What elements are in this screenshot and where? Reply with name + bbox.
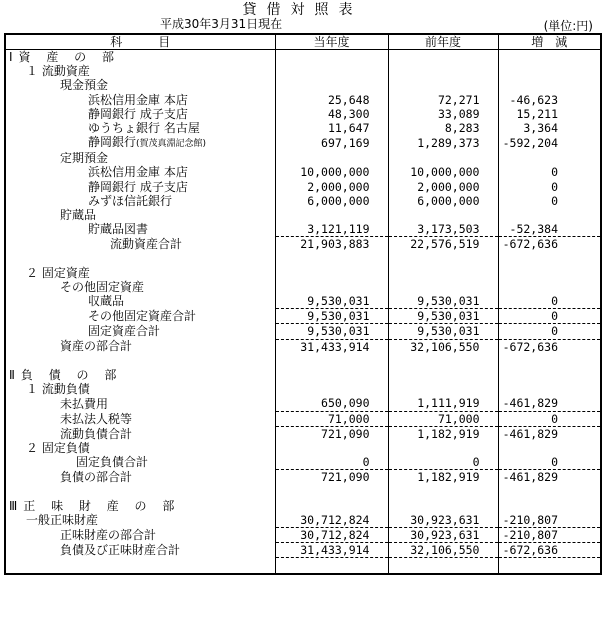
row-label-text: 貯蔵品図書 bbox=[88, 222, 149, 237]
current-value: 9,530,031 bbox=[275, 324, 388, 339]
diff-value: -592,204 bbox=[498, 135, 601, 151]
current-value bbox=[275, 64, 388, 78]
table-row bbox=[5, 411, 601, 426]
row-label bbox=[5, 354, 275, 368]
table-row bbox=[5, 470, 601, 485]
diff-value: -52,384 bbox=[498, 222, 601, 237]
row-label-text: 固定資産合計 bbox=[88, 324, 161, 339]
table-row bbox=[5, 543, 601, 558]
row-label bbox=[5, 78, 275, 92]
previous-value bbox=[388, 558, 498, 574]
previous-value bbox=[388, 382, 498, 396]
current-value: 721,090 bbox=[275, 470, 388, 485]
row-label-text: ２ 固定負債 bbox=[26, 440, 90, 455]
row-label bbox=[5, 368, 275, 382]
current-value: 9,530,031 bbox=[275, 309, 388, 324]
header-row bbox=[5, 34, 601, 50]
current-value: 25,648 bbox=[275, 93, 388, 107]
previous-value: 9,530,031 bbox=[388, 324, 498, 339]
diff-value bbox=[498, 251, 601, 265]
row-label bbox=[5, 543, 275, 558]
current-value: 31,433,914 bbox=[275, 543, 388, 558]
current-value bbox=[275, 558, 388, 574]
previous-value: 3,173,503 bbox=[388, 222, 498, 237]
previous-value: 33,089 bbox=[388, 107, 498, 121]
table-row bbox=[5, 180, 601, 194]
diff-value: 0 bbox=[498, 180, 601, 194]
report-date: 平成30年3月31日現在 bbox=[160, 17, 283, 31]
row-label bbox=[5, 382, 275, 396]
diff-value bbox=[498, 151, 601, 165]
table-row bbox=[5, 426, 601, 441]
table-row bbox=[5, 93, 601, 107]
current-value bbox=[275, 78, 388, 92]
row-label bbox=[5, 426, 275, 441]
current-value bbox=[275, 151, 388, 165]
diff-value: 0 bbox=[498, 411, 601, 426]
current-value: 30,712,824 bbox=[275, 528, 388, 543]
row-label bbox=[5, 513, 275, 528]
row-label-text: Ⅰ資 産 の 部 bbox=[9, 50, 120, 65]
row-label-text: 静岡銀行 bbox=[88, 135, 137, 150]
diff-value bbox=[498, 280, 601, 294]
diff-value bbox=[498, 354, 601, 368]
diff-value bbox=[498, 382, 601, 396]
row-label bbox=[5, 64, 275, 78]
row-label bbox=[5, 165, 275, 179]
row-label bbox=[5, 266, 275, 280]
row-label-text: 流動資産合計 bbox=[110, 237, 183, 252]
diff-value: -461,829 bbox=[498, 426, 601, 441]
row-label bbox=[5, 107, 275, 121]
current-value: 697,169 bbox=[275, 135, 388, 151]
row-label bbox=[5, 339, 275, 354]
diff-value: 0 bbox=[498, 324, 601, 339]
diff-value bbox=[498, 64, 601, 78]
previous-value bbox=[388, 499, 498, 513]
current-value bbox=[275, 441, 388, 455]
current-value bbox=[275, 354, 388, 368]
row-label-text: ゆうちょ銀行 名古屋 bbox=[88, 121, 200, 136]
row-label bbox=[5, 180, 275, 194]
previous-value: 6,000,000 bbox=[388, 194, 498, 208]
row-label bbox=[5, 396, 275, 411]
previous-value: 8,283 bbox=[388, 121, 498, 135]
row-label-text: 未払費用 bbox=[60, 396, 109, 411]
unit-label: (単位:円) bbox=[543, 19, 593, 33]
previous-value bbox=[388, 64, 498, 78]
previous-value: 72,271 bbox=[388, 93, 498, 107]
row-label-text: その他固定資産 bbox=[60, 279, 145, 294]
row-label-text: 定期預金 bbox=[60, 151, 109, 166]
diff-value: -461,829 bbox=[498, 396, 601, 411]
table-row bbox=[5, 558, 601, 574]
table-body bbox=[5, 50, 601, 574]
diff-value: 0 bbox=[498, 294, 601, 309]
header-item: 科 目 bbox=[5, 34, 275, 50]
previous-value bbox=[388, 368, 498, 382]
diff-value: -672,636 bbox=[498, 543, 601, 558]
table-row bbox=[5, 194, 601, 208]
current-value: 2,000,000 bbox=[275, 180, 388, 194]
header-previous: 前年度 bbox=[388, 34, 498, 50]
current-value bbox=[275, 266, 388, 280]
current-value: 3,121,119 bbox=[275, 222, 388, 237]
row-label bbox=[5, 237, 275, 252]
previous-value: 0 bbox=[388, 455, 498, 470]
row-label-text: 一般正味財産 bbox=[26, 513, 99, 528]
row-label-text: 正味財産の部合計 bbox=[60, 528, 157, 543]
table-row bbox=[5, 135, 601, 151]
current-value: 11,647 bbox=[275, 121, 388, 135]
row-label bbox=[5, 294, 275, 309]
diff-value bbox=[498, 50, 601, 65]
row-label bbox=[5, 121, 275, 135]
diff-value bbox=[498, 368, 601, 382]
row-label bbox=[5, 558, 275, 574]
current-value: 31,433,914 bbox=[275, 339, 388, 354]
previous-value: 9,530,031 bbox=[388, 309, 498, 324]
table-row bbox=[5, 513, 601, 528]
diff-value bbox=[498, 484, 601, 498]
row-label bbox=[5, 222, 275, 237]
row-label-text: ２ 固定資産 bbox=[26, 265, 90, 280]
row-label-text: 固定負債合計 bbox=[76, 455, 149, 470]
current-value: 9,530,031 bbox=[275, 294, 388, 309]
row-label bbox=[5, 50, 275, 65]
table-row bbox=[5, 441, 601, 455]
table-row bbox=[5, 324, 601, 339]
diff-value: 0 bbox=[498, 165, 601, 179]
previous-value bbox=[388, 266, 498, 280]
previous-value: 2,000,000 bbox=[388, 180, 498, 194]
current-value: 721,090 bbox=[275, 426, 388, 441]
row-label bbox=[5, 499, 275, 513]
diff-value: -672,636 bbox=[498, 237, 601, 252]
table-row bbox=[5, 280, 601, 294]
previous-value: 22,576,519 bbox=[388, 237, 498, 252]
current-value: 6,000,000 bbox=[275, 194, 388, 208]
header-current: 当年度 bbox=[275, 34, 388, 50]
row-label-text: 負債及び正味財産合計 bbox=[60, 543, 181, 558]
row-label-text: 流動負債合計 bbox=[60, 426, 133, 441]
diff-value: -210,807 bbox=[498, 528, 601, 543]
current-value: 10,000,000 bbox=[275, 165, 388, 179]
previous-value bbox=[388, 280, 498, 294]
row-label bbox=[5, 528, 275, 543]
table-row bbox=[5, 251, 601, 265]
row-label-text: １ 流動負債 bbox=[26, 382, 90, 397]
header-diff: 増 減 bbox=[498, 34, 601, 50]
previous-value: 1,182,919 bbox=[388, 426, 498, 441]
row-label bbox=[5, 324, 275, 339]
row-label-text: 現金預金 bbox=[60, 78, 109, 93]
balance-sheet-table bbox=[4, 33, 602, 575]
current-value bbox=[275, 484, 388, 498]
row-label bbox=[5, 484, 275, 498]
row-label-text: 浜松信用金庫 本店 bbox=[88, 165, 188, 180]
diff-value: -672,636 bbox=[498, 339, 601, 354]
table-row bbox=[5, 208, 601, 222]
diff-value: 0 bbox=[498, 455, 601, 470]
row-label bbox=[5, 309, 275, 324]
previous-value: 1,182,919 bbox=[388, 470, 498, 485]
row-label bbox=[5, 470, 275, 485]
row-label-text: 静岡銀行 成子支店 bbox=[88, 179, 188, 194]
previous-value bbox=[388, 484, 498, 498]
row-label-text: １ 流動資産 bbox=[26, 64, 90, 79]
row-label-text: その他固定資産合計 bbox=[88, 309, 197, 324]
current-value bbox=[275, 382, 388, 396]
diff-value bbox=[498, 441, 601, 455]
previous-value: 32,106,550 bbox=[388, 339, 498, 354]
table-row bbox=[5, 50, 601, 65]
row-label bbox=[5, 93, 275, 107]
row-label-text: 浜松信用金庫 本店 bbox=[88, 92, 188, 107]
table-row bbox=[5, 396, 601, 411]
row-label-text: 貯蔵品 bbox=[60, 207, 97, 222]
current-value bbox=[275, 50, 388, 65]
diff-value: 15,211 bbox=[498, 107, 601, 121]
current-value: 0 bbox=[275, 455, 388, 470]
row-label-text: Ⅱ負 債 の 部 bbox=[9, 368, 123, 383]
table-row bbox=[5, 151, 601, 165]
table-row bbox=[5, 499, 601, 513]
current-value: 21,903,883 bbox=[275, 237, 388, 252]
previous-value: 32,106,550 bbox=[388, 543, 498, 558]
table-row bbox=[5, 78, 601, 92]
diff-value bbox=[498, 78, 601, 92]
table-row bbox=[5, 455, 601, 470]
table-row bbox=[5, 165, 601, 179]
table-row bbox=[5, 266, 601, 280]
table-row bbox=[5, 339, 601, 354]
row-label bbox=[5, 135, 275, 151]
previous-value bbox=[388, 151, 498, 165]
table-row bbox=[5, 294, 601, 309]
current-value: 30,712,824 bbox=[275, 513, 388, 528]
table-row bbox=[5, 107, 601, 121]
table-row bbox=[5, 309, 601, 324]
row-label-text: 負債の部合計 bbox=[60, 470, 133, 485]
row-label bbox=[5, 151, 275, 165]
row-label-text: 静岡銀行 成子支店 bbox=[88, 106, 188, 121]
previous-value bbox=[388, 441, 498, 455]
previous-value bbox=[388, 354, 498, 368]
previous-value bbox=[388, 208, 498, 222]
previous-value: 30,923,631 bbox=[388, 528, 498, 543]
row-label bbox=[5, 251, 275, 265]
current-value bbox=[275, 251, 388, 265]
row-label-text: 収蔵品 bbox=[88, 294, 125, 309]
diff-value: 3,364 bbox=[498, 121, 601, 135]
page-title: 貸借対照表 bbox=[242, 2, 363, 18]
diff-value bbox=[498, 499, 601, 513]
previous-value: 10,000,000 bbox=[388, 165, 498, 179]
previous-value: 1,289,373 bbox=[388, 135, 498, 151]
diff-value bbox=[498, 558, 601, 574]
table-row bbox=[5, 237, 601, 252]
previous-value: 30,923,631 bbox=[388, 513, 498, 528]
row-label-note: (賀茂真淵記念館) bbox=[136, 139, 207, 150]
table-row bbox=[5, 368, 601, 382]
current-value bbox=[275, 499, 388, 513]
diff-value: 0 bbox=[498, 194, 601, 208]
previous-value: 9,530,031 bbox=[388, 294, 498, 309]
previous-value: 71,000 bbox=[388, 411, 498, 426]
row-label bbox=[5, 411, 275, 426]
current-value: 48,300 bbox=[275, 107, 388, 121]
current-value bbox=[275, 208, 388, 222]
table-row bbox=[5, 354, 601, 368]
diff-value: 0 bbox=[498, 309, 601, 324]
row-label bbox=[5, 441, 275, 455]
previous-value bbox=[388, 251, 498, 265]
row-label-text: 未払法人税等 bbox=[60, 411, 133, 426]
row-label bbox=[5, 208, 275, 222]
current-value bbox=[275, 368, 388, 382]
diff-value: -461,829 bbox=[498, 470, 601, 485]
row-label-text: 資産の部合計 bbox=[60, 339, 133, 354]
row-label bbox=[5, 280, 275, 294]
table-row bbox=[5, 382, 601, 396]
row-label-text: Ⅲ正 味 財 産 の 部 bbox=[9, 498, 181, 513]
table-row bbox=[5, 64, 601, 78]
diff-value bbox=[498, 266, 601, 280]
previous-value: 1,111,919 bbox=[388, 396, 498, 411]
previous-value bbox=[388, 78, 498, 92]
row-label-text: みずほ信託銀行 bbox=[88, 193, 173, 208]
current-value: 650,090 bbox=[275, 396, 388, 411]
table-row bbox=[5, 528, 601, 543]
table-row bbox=[5, 121, 601, 135]
previous-value bbox=[388, 50, 498, 65]
row-label bbox=[5, 455, 275, 470]
current-value bbox=[275, 280, 388, 294]
current-value: 71,000 bbox=[275, 411, 388, 426]
table-row bbox=[5, 484, 601, 498]
table-row bbox=[5, 222, 601, 237]
row-label bbox=[5, 194, 275, 208]
diff-value: -210,807 bbox=[498, 513, 601, 528]
diff-value: -46,623 bbox=[498, 93, 601, 107]
diff-value bbox=[498, 208, 601, 222]
